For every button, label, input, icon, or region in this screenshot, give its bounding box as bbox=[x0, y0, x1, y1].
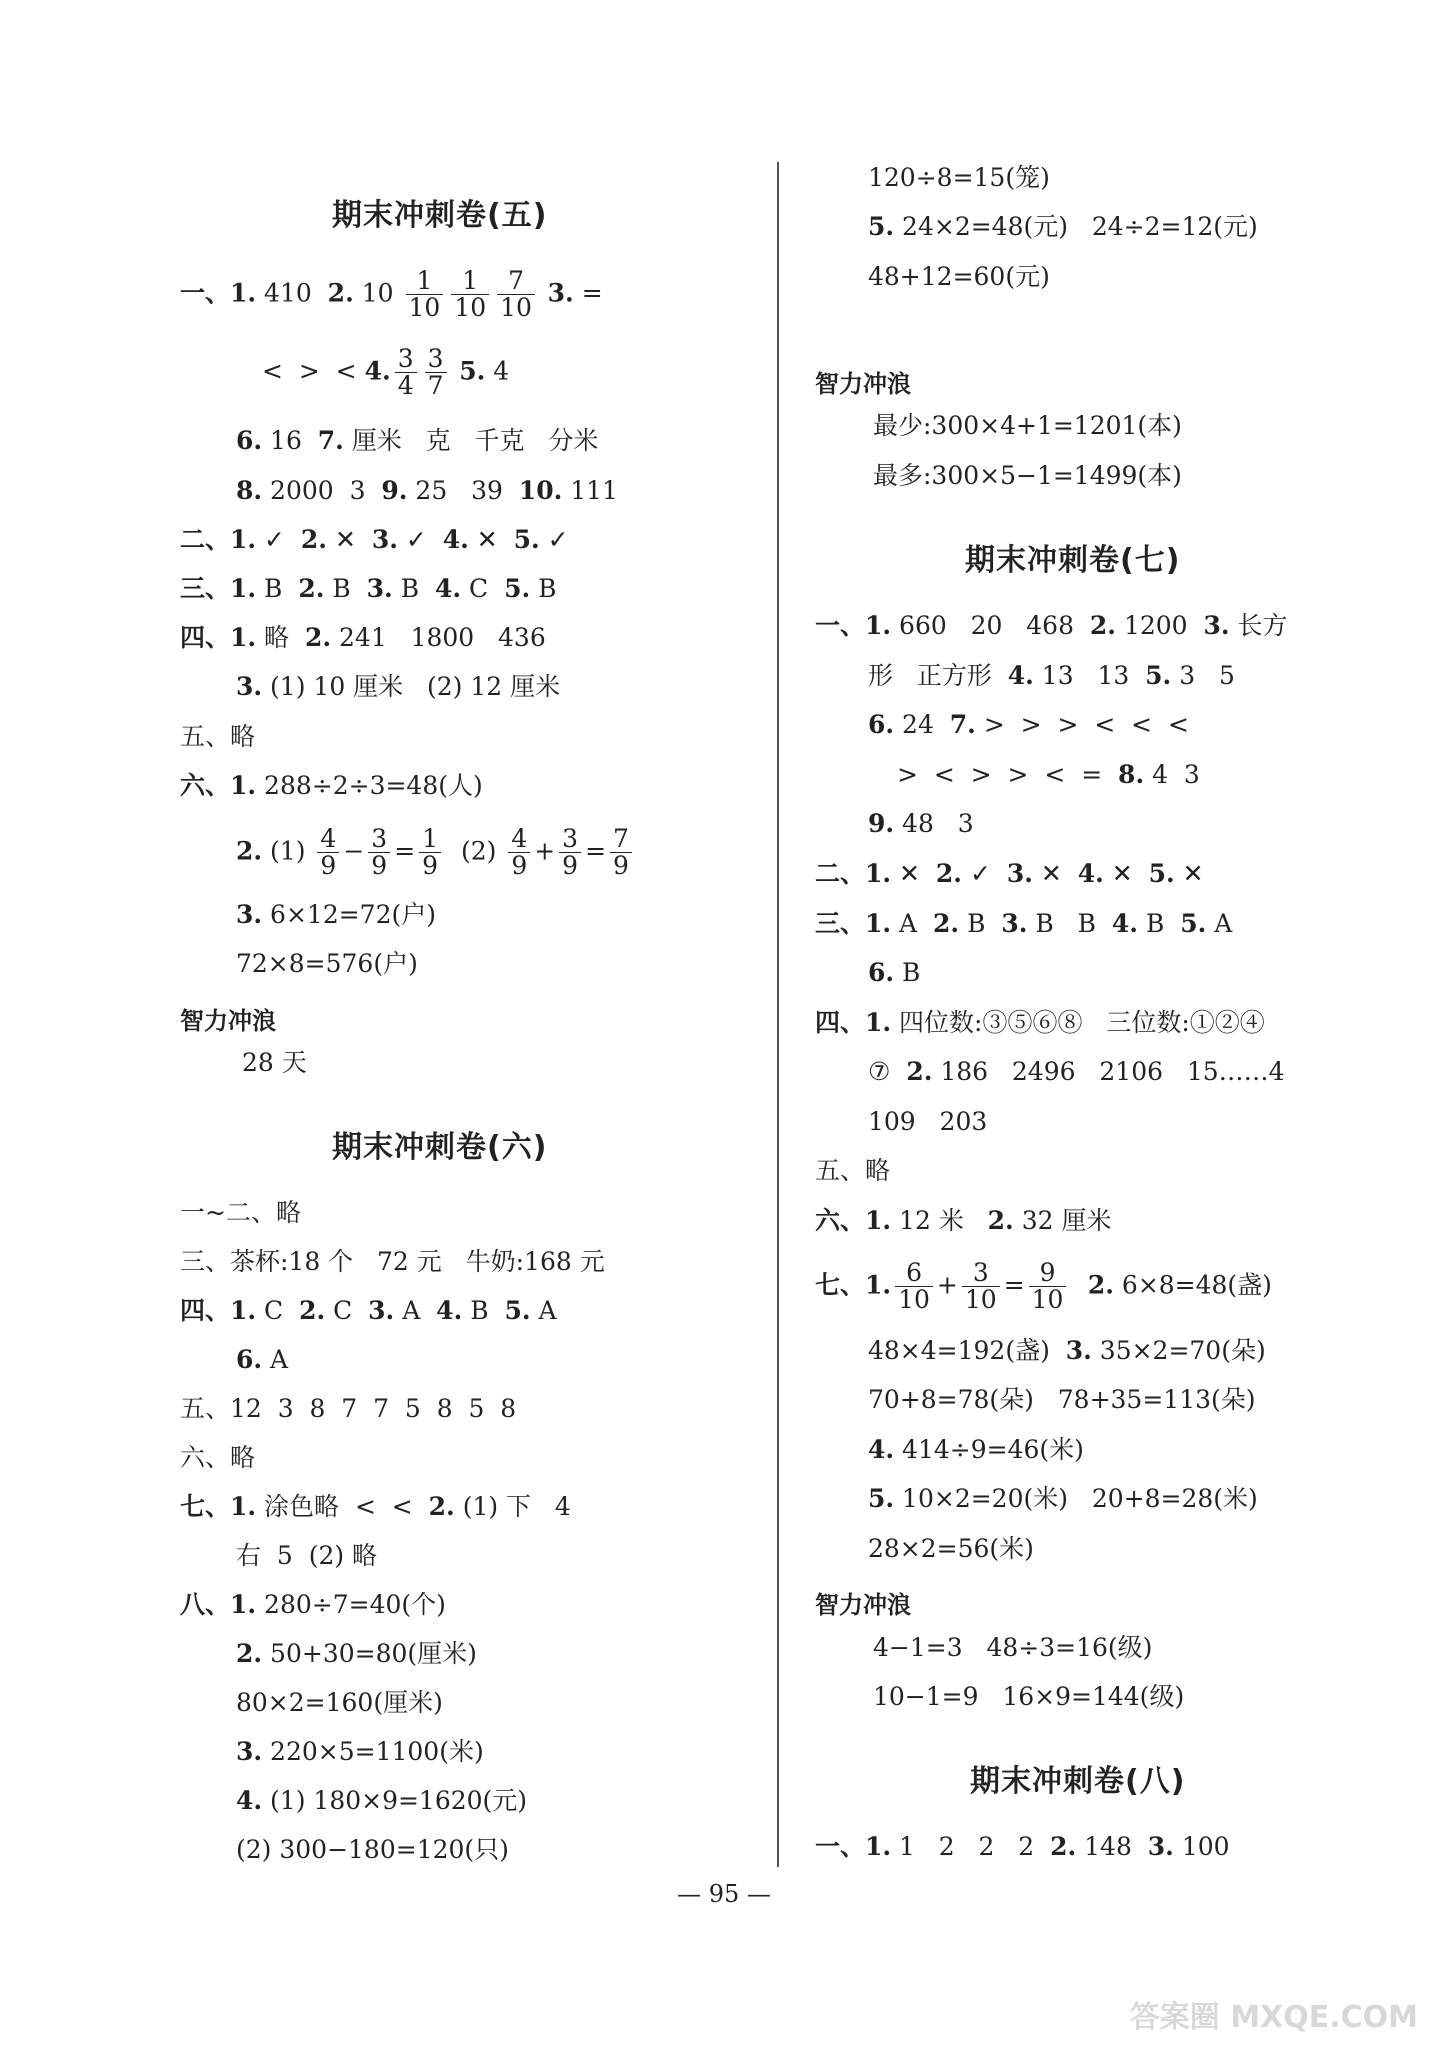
answer-line: 二、1. ✕ 2. ✓ 3. ✕ 4. ✕ 5. ✕ bbox=[815, 859, 1204, 888]
fraction: $\frac{9}{10}$ bbox=[1029, 1260, 1067, 1314]
answer-line: 一、1. 410 2. 10 $\frac{1}{10}$ $\frac{1}{10}$ $\frac{7}{10}$ 3. = bbox=[180, 266, 603, 323]
answer-line: 六、1. 288÷2÷3=48(人) bbox=[180, 771, 483, 800]
watermark-logo: 答案圈 MXQE.COM bbox=[1129, 2000, 1418, 2035]
fraction: $\frac{3}{9}$ bbox=[559, 826, 581, 880]
answer-line: 六、略 bbox=[180, 1443, 256, 1472]
fraction: $\frac{7}{10}$ bbox=[497, 268, 535, 322]
fraction: $\frac{1}{9}$ bbox=[419, 826, 441, 880]
section-title-5: 期末冲刺卷(五) bbox=[332, 198, 548, 233]
answer-line: < > < 4. $\frac{3}{4}$ $\frac{3}{7}$ 5. 4 bbox=[262, 344, 510, 401]
answer-line: 一、1. 660 20 468 2. 1200 3. 长方 bbox=[815, 611, 1288, 640]
fraction: $\frac{7}{9}$ bbox=[610, 826, 632, 880]
answer-line: 四、1. 略 2. 241 1800 436 bbox=[180, 623, 546, 652]
answer-line: 4. 414÷9=46(米) bbox=[868, 1435, 1084, 1464]
answer-line: 10−1=9 16×9=144(级) bbox=[873, 1682, 1185, 1711]
fraction: $\frac{3}{7}$ bbox=[425, 346, 447, 400]
answer-line: 三、1. A 2. B 3. B B 4. B 5. A bbox=[815, 909, 1233, 938]
answer-line: 七、1. 涂色略 < < 2. (1) 下 4 bbox=[180, 1492, 571, 1521]
answer-line: 2. (1) $\frac{4}{9}$ − $\frac{3}{9}$ = $\frac{1}{9}$ (2) $\frac{4}{9}$ + $\frac{3}{9}$ = $\frac{7}{9}$ bbox=[236, 826, 636, 880]
answer-line: 80×2=160(厘米) bbox=[236, 1688, 443, 1717]
section-heading: 智力冲浪 bbox=[815, 370, 911, 398]
answer-line: 6. A bbox=[236, 1345, 289, 1374]
answer-line: 9. 48 3 bbox=[868, 809, 974, 838]
answer-line: 五、略 bbox=[815, 1156, 891, 1185]
answer-line: 右 5 (2) 略 bbox=[236, 1541, 378, 1570]
fraction: $\frac{4}{9}$ bbox=[317, 826, 339, 880]
answer-line: 72×8=576(户) bbox=[236, 949, 418, 978]
answer-line: 28×2=56(米) bbox=[868, 1534, 1034, 1563]
answer-line: 四、1. C 2. C 3. A 4. B 5. A bbox=[180, 1296, 557, 1325]
section-title-6: 期末冲刺卷(六) bbox=[332, 1130, 548, 1165]
page-number: — 95 — bbox=[677, 1880, 771, 1908]
answer-line: 一~二、略 bbox=[180, 1198, 301, 1227]
answer-line: 6. B bbox=[868, 958, 921, 987]
answer-line: 五、12 3 8 7 7 5 8 5 8 bbox=[180, 1394, 517, 1423]
answer-line: 五、略 bbox=[180, 722, 256, 751]
answer-line: 最多:300×5−1=1499(本) bbox=[873, 461, 1182, 490]
section-title-7: 期末冲刺卷(七) bbox=[965, 543, 1181, 578]
answer-line: > < > > < = 8. 4 3 bbox=[897, 760, 1200, 789]
answer-line: (2) 300−180=120(只) bbox=[236, 1835, 509, 1864]
answer-line: 8. 2000 3 9. 25 39 10. 111 bbox=[236, 476, 618, 505]
answer-line: 八、1. 280÷7=40(个) bbox=[180, 1590, 446, 1619]
answer-line: 4. (1) 180×9=1620(元) bbox=[236, 1786, 528, 1815]
answer-line: 三、1. B 2. B 3. B 4. C 5. B bbox=[180, 574, 557, 603]
fraction: $\frac{1}{10}$ bbox=[451, 268, 489, 322]
fraction: $\frac{1}{10}$ bbox=[406, 268, 444, 322]
answer-line: 2. 50+30=80(厘米) bbox=[236, 1639, 477, 1668]
fraction: $\frac{6}{10}$ bbox=[895, 1260, 933, 1314]
answer-line: 5. 24×2=48(元) 24÷2=12(元) bbox=[868, 212, 1258, 241]
section-heading: 智力冲浪 bbox=[815, 1591, 911, 1619]
section-title-8: 期末冲刺卷(八) bbox=[970, 1764, 1186, 1799]
answer-line: 109 203 bbox=[868, 1107, 988, 1136]
answer-line: 七、1. $\frac{6}{10}$ + $\frac{3}{10}$ = $\frac{9}{10}$ 2. 6×8=48(盏) bbox=[815, 1258, 1272, 1315]
answer-line: 6. 16 7. 厘米 克 千克 分米 bbox=[236, 426, 599, 455]
answer-line: 70+8=78(朵) 78+35=113(朵) bbox=[868, 1385, 1256, 1414]
answer-line: 3. 6×12=72(户) bbox=[236, 900, 436, 929]
answer-line: 4−1=3 48÷3=16(级) bbox=[873, 1633, 1153, 1662]
fraction: $\frac{4}{9}$ bbox=[508, 826, 530, 880]
fraction: $\frac{3}{9}$ bbox=[368, 826, 390, 880]
fraction: $\frac{3}{4}$ bbox=[395, 346, 417, 400]
answer-line: 最少:300×4+1=1201(本) bbox=[873, 411, 1182, 440]
answer-line: 6. 24 7. > > > < < < bbox=[868, 710, 1189, 739]
answer-line: 48×4=192(盏) 3. 35×2=70(朵) bbox=[868, 1336, 1266, 1365]
answer-line: 二、1. ✓ 2. ✕ 3. ✓ 4. ✕ 5. ✓ bbox=[180, 525, 569, 554]
section-heading: 智力冲浪 bbox=[180, 1007, 276, 1035]
answer-line: 5. 10×2=20(米) 20+8=28(米) bbox=[868, 1484, 1258, 1513]
answer-line: 3. (1) 10 厘米 (2) 12 厘米 bbox=[236, 672, 561, 701]
answer-line: 3. 220×5=1100(米) bbox=[236, 1737, 484, 1766]
answer-line: 四、1. 四位数:③⑤⑥⑧ 三位数:①②④ bbox=[815, 1008, 1265, 1037]
answer-line: 形 正方形 4. 13 13 5. 3 5 bbox=[868, 661, 1235, 690]
answer-line: 一、1. 1 2 2 2 2. 148 3. 100 bbox=[815, 1832, 1230, 1861]
answer-line: 28 天 bbox=[242, 1048, 307, 1077]
fraction: $\frac{3}{10}$ bbox=[962, 1260, 1000, 1314]
answer-line: ⑦ 2. 186 2496 2106 15……4 bbox=[868, 1057, 1285, 1086]
answer-line: 48+12=60(元) bbox=[868, 262, 1050, 291]
column-divider bbox=[777, 162, 779, 1867]
answer-line: 120÷8=15(笼) bbox=[868, 163, 1050, 192]
answer-line: 六、1. 12 米 2. 32 厘米 bbox=[815, 1206, 1112, 1235]
answer-line: 三、茶杯:18 个 72 元 牛奶:168 元 bbox=[180, 1247, 605, 1276]
